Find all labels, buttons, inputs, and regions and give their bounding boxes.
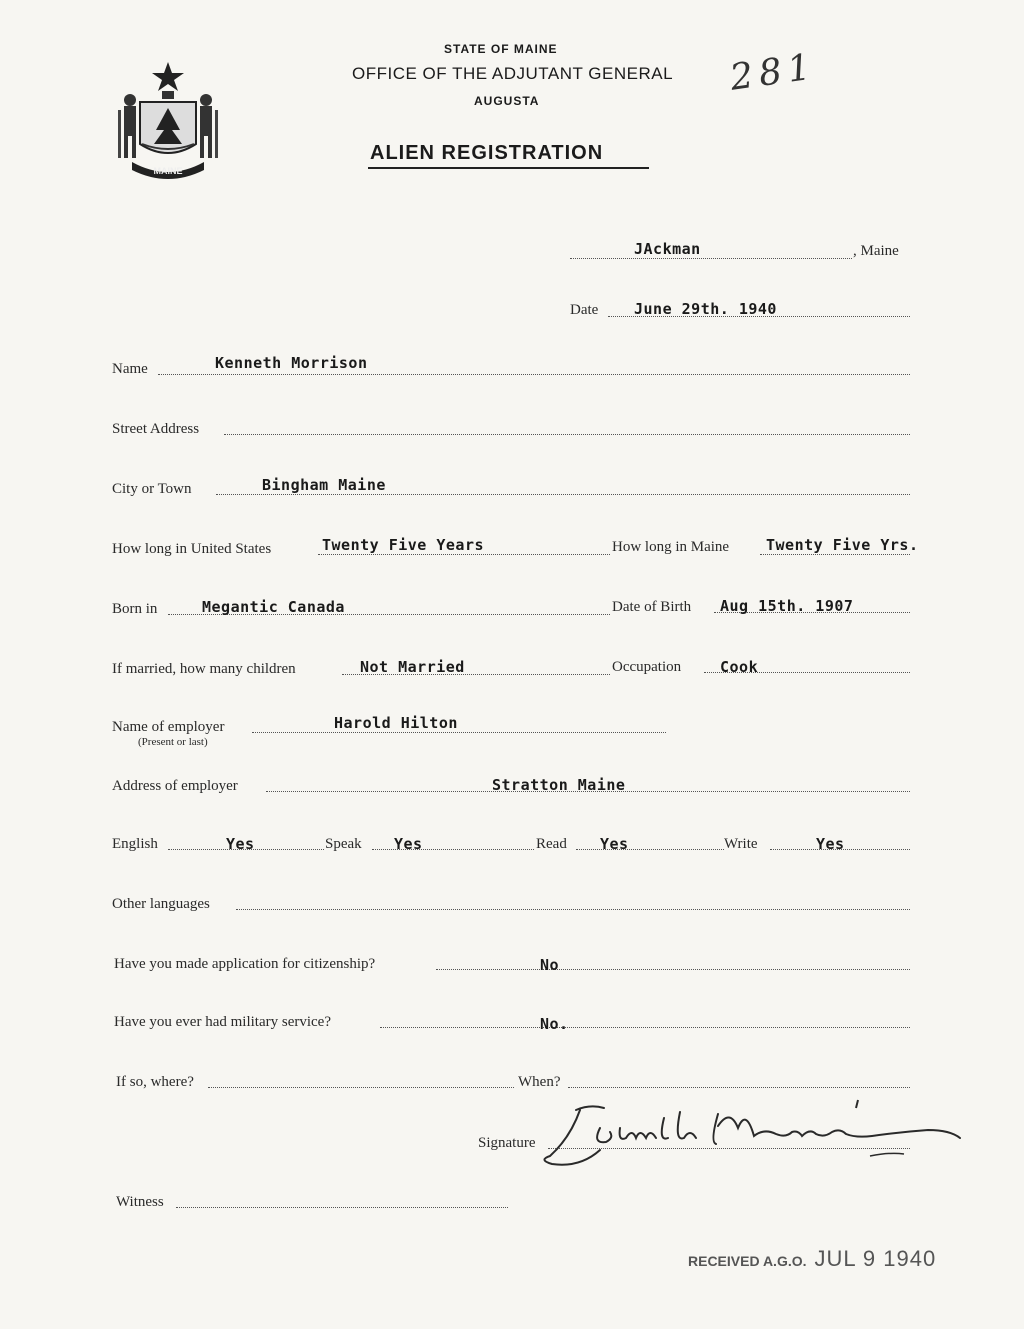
when-label: When? xyxy=(518,1074,561,1090)
dob-label: Date of Birth xyxy=(612,599,692,615)
header-city: AUGUSTA xyxy=(474,94,540,108)
witness-label: Witness xyxy=(116,1194,164,1210)
maine-duration-value: Twenty Five Yrs. xyxy=(766,536,919,554)
state-seal-icon xyxy=(112,58,224,184)
citizenship-label: Have you made application for citizenship? xyxy=(114,956,376,972)
form-title: ALIEN REGISTRATION xyxy=(370,142,604,164)
city-value: Bingham Maine xyxy=(262,476,386,494)
other-languages-line xyxy=(236,909,910,910)
born-in-value: Megantic Canada xyxy=(202,598,345,616)
stamp-prefix: RECEIVED A.G.O. xyxy=(688,1253,807,1269)
date-label: Date xyxy=(570,302,599,318)
city-line xyxy=(216,494,910,495)
witness-line xyxy=(176,1207,508,1208)
english-label: English xyxy=(112,836,158,852)
us-duration-value: Twenty Five Years xyxy=(322,536,485,554)
seal-banner-text: MAINE xyxy=(153,166,183,176)
employer-address-value: Stratton Maine xyxy=(492,776,626,794)
name-value: Kenneth Morrison xyxy=(215,354,368,372)
city-label: City or Town xyxy=(112,481,192,497)
when-line xyxy=(568,1087,910,1088)
citizenship-value: No xyxy=(540,956,560,974)
date-value: June 29th. 1940 xyxy=(634,300,777,318)
header-office: OFFICE OF THE ADJUTANT GENERAL xyxy=(352,64,674,83)
maine-duration-line xyxy=(760,554,910,555)
street-label: Street Address xyxy=(112,421,200,437)
town-suffix: , Maine xyxy=(853,243,899,259)
where-line xyxy=(208,1087,514,1088)
stamp-date: JUL 9 1940 xyxy=(814,1246,937,1271)
read-label: Read xyxy=(536,836,567,852)
header-state: STATE OF MAINE xyxy=(444,42,558,56)
received-stamp xyxy=(688,1246,936,1272)
employer-label: Name of employer xyxy=(112,719,225,735)
signature-handwriting xyxy=(540,1098,970,1178)
where-label: If so, where? xyxy=(116,1074,194,1090)
signature-label: Signature xyxy=(478,1135,536,1151)
title-underline xyxy=(368,167,649,169)
employer-line xyxy=(252,732,666,733)
military-label: Have you ever had military service? xyxy=(114,1014,331,1030)
street-line xyxy=(224,434,910,435)
occupation-value: Cook xyxy=(720,658,759,676)
write-value: Yes xyxy=(816,835,845,853)
read-value: Yes xyxy=(600,835,629,853)
town-line xyxy=(570,258,852,259)
read-line xyxy=(576,849,724,850)
children-label: If married, how many children xyxy=(112,661,296,677)
write-label: Write xyxy=(724,836,758,852)
name-label: Name xyxy=(112,361,148,377)
name-line xyxy=(158,374,910,375)
citizenship-line xyxy=(436,969,910,970)
page-number: 281 xyxy=(727,46,820,99)
occupation-label: Occupation xyxy=(612,659,682,675)
military-value: No. xyxy=(540,1015,569,1033)
military-line xyxy=(380,1027,910,1028)
us-duration-line xyxy=(318,554,610,555)
children-value: Not Married xyxy=(360,658,465,676)
employer-address-label: Address of employer xyxy=(112,778,238,794)
english-value: Yes xyxy=(226,835,255,853)
born-in-label: Born in xyxy=(112,601,158,617)
speak-value: Yes xyxy=(394,835,423,853)
dob-value: Aug 15th. 1907 xyxy=(720,597,854,615)
town-value: JAckman xyxy=(634,240,701,258)
other-languages-label: Other languages xyxy=(112,896,210,912)
speak-label: Speak xyxy=(325,836,362,852)
us-duration-label: How long in United States xyxy=(112,541,272,557)
employer-sublabel: (Present or last) xyxy=(138,736,208,748)
maine-duration-label: How long in Maine xyxy=(612,539,730,555)
employer-value: Harold Hilton xyxy=(334,714,458,732)
